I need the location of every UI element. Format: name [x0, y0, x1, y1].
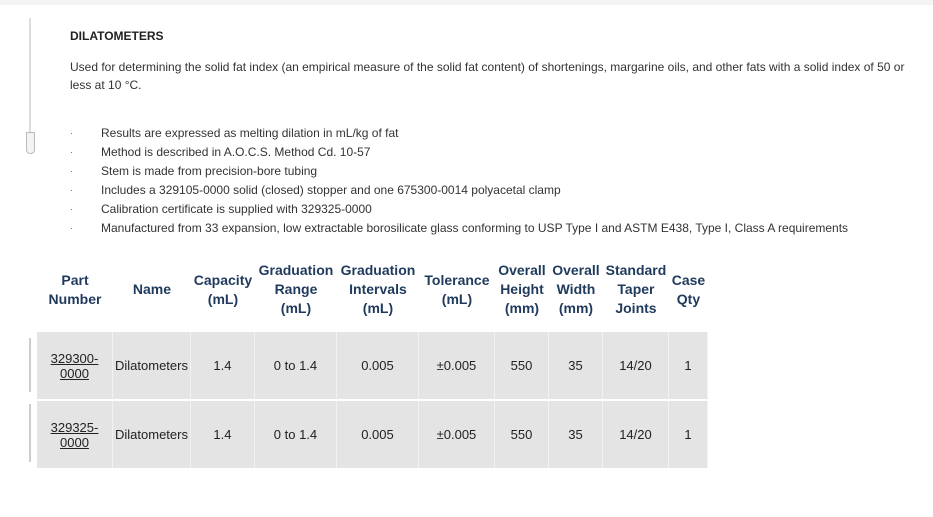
cell-overall-width: 35	[549, 332, 603, 401]
cell-taper-joints: 14/20	[603, 332, 669, 401]
cell-overall-height: 550	[495, 401, 549, 468]
section-title: DILATOMETERS	[70, 29, 164, 43]
cell-capacity: 1.4	[191, 401, 255, 468]
bullet-icon: ·	[70, 166, 73, 176]
cell-taper-joints: 14/20	[603, 401, 669, 468]
cell-graduation-range: 0 to 1.4	[255, 332, 337, 401]
feature-text: Calibration certificate is supplied with 329325-0000	[101, 202, 372, 216]
top-divider	[0, 0, 933, 5]
feature-text: Includes a 329105-0000 solid (closed) stopper and one 675300-0014 polyacetal clamp	[101, 183, 561, 197]
feature-list	[70, 124, 848, 238]
cell-graduation-intervals: 0.005	[337, 332, 419, 401]
bullet-icon: ·	[70, 185, 73, 195]
cell-tolerance: ±0.005	[419, 332, 495, 401]
table-header-row	[37, 247, 708, 332]
row-thumbnail-1[interactable]	[29, 338, 31, 392]
col-header-name: Name	[113, 247, 191, 332]
cell-capacity: 1.4	[191, 332, 255, 401]
col-header-standard-taper-joints: Standard Taper Joints	[603, 247, 669, 332]
col-header-tolerance: Tolerance (mL)	[419, 247, 495, 332]
cell-name: Dilatometers	[113, 332, 191, 401]
col-header-graduation-range: Graduation Range (mL)	[255, 247, 337, 332]
cell-case-qty: 1	[669, 332, 708, 401]
feature-item	[70, 181, 848, 200]
part-number-link[interactable]: 329300-0000	[50, 350, 99, 381]
feature-item	[70, 162, 848, 181]
cell-overall-height: 550	[495, 332, 549, 401]
feature-item	[70, 219, 848, 238]
cell-part-number	[37, 332, 113, 401]
feature-item	[70, 143, 848, 162]
bullet-icon: ·	[70, 147, 73, 157]
feature-item	[70, 124, 848, 143]
spec-table	[37, 247, 708, 468]
bullet-icon: ·	[70, 128, 73, 138]
col-header-part-number: Part Number	[37, 247, 113, 332]
col-header-capacity: Capacity (mL)	[191, 247, 255, 332]
table-row	[37, 332, 708, 401]
dilatometer-bulb-image	[26, 132, 35, 154]
cell-tolerance: ±0.005	[419, 401, 495, 468]
feature-item	[70, 200, 848, 219]
col-header-overall-height: Overall Height (mm)	[495, 247, 549, 332]
feature-text: Method is described in A.O.C.S. Method Cd. 10-57	[101, 145, 371, 159]
feature-text: Stem is made from precision-bore tubing	[101, 164, 318, 178]
cell-graduation-range: 0 to 1.4	[255, 401, 337, 468]
col-header-overall-width: Overall Width (mm)	[549, 247, 603, 332]
cell-part-number	[37, 401, 113, 468]
cell-graduation-intervals: 0.005	[337, 401, 419, 468]
dilatometer-stem-image	[29, 18, 31, 146]
bullet-icon: ·	[70, 223, 73, 233]
part-number-link[interactable]: 329325-0000	[50, 419, 99, 450]
feature-text: Results are expressed as melting dilation in mL/kg of fat	[101, 126, 399, 140]
product-description: Used for determining the solid fat index (an empirical measure of the solid fat content) of shortenings, margarine oils, and other fats with a solid index of 50 or less at 10 °C.	[70, 60, 905, 92]
cell-case-qty: 1	[669, 401, 708, 468]
col-header-case-qty: Case Qty	[669, 247, 708, 332]
col-header-graduation-intervals: Graduation Intervals (mL)	[337, 247, 419, 332]
bullet-icon: ·	[70, 204, 73, 214]
cell-overall-width: 35	[549, 401, 603, 468]
row-thumbnail-2[interactable]	[29, 404, 31, 462]
cell-name: Dilatometers	[113, 401, 191, 468]
feature-text: Manufactured from 33 expansion, low extractable borosilicate glass conforming to USP Type I and ASTM E438, Type I, Class A requirements	[101, 221, 849, 235]
table-row	[37, 401, 708, 468]
